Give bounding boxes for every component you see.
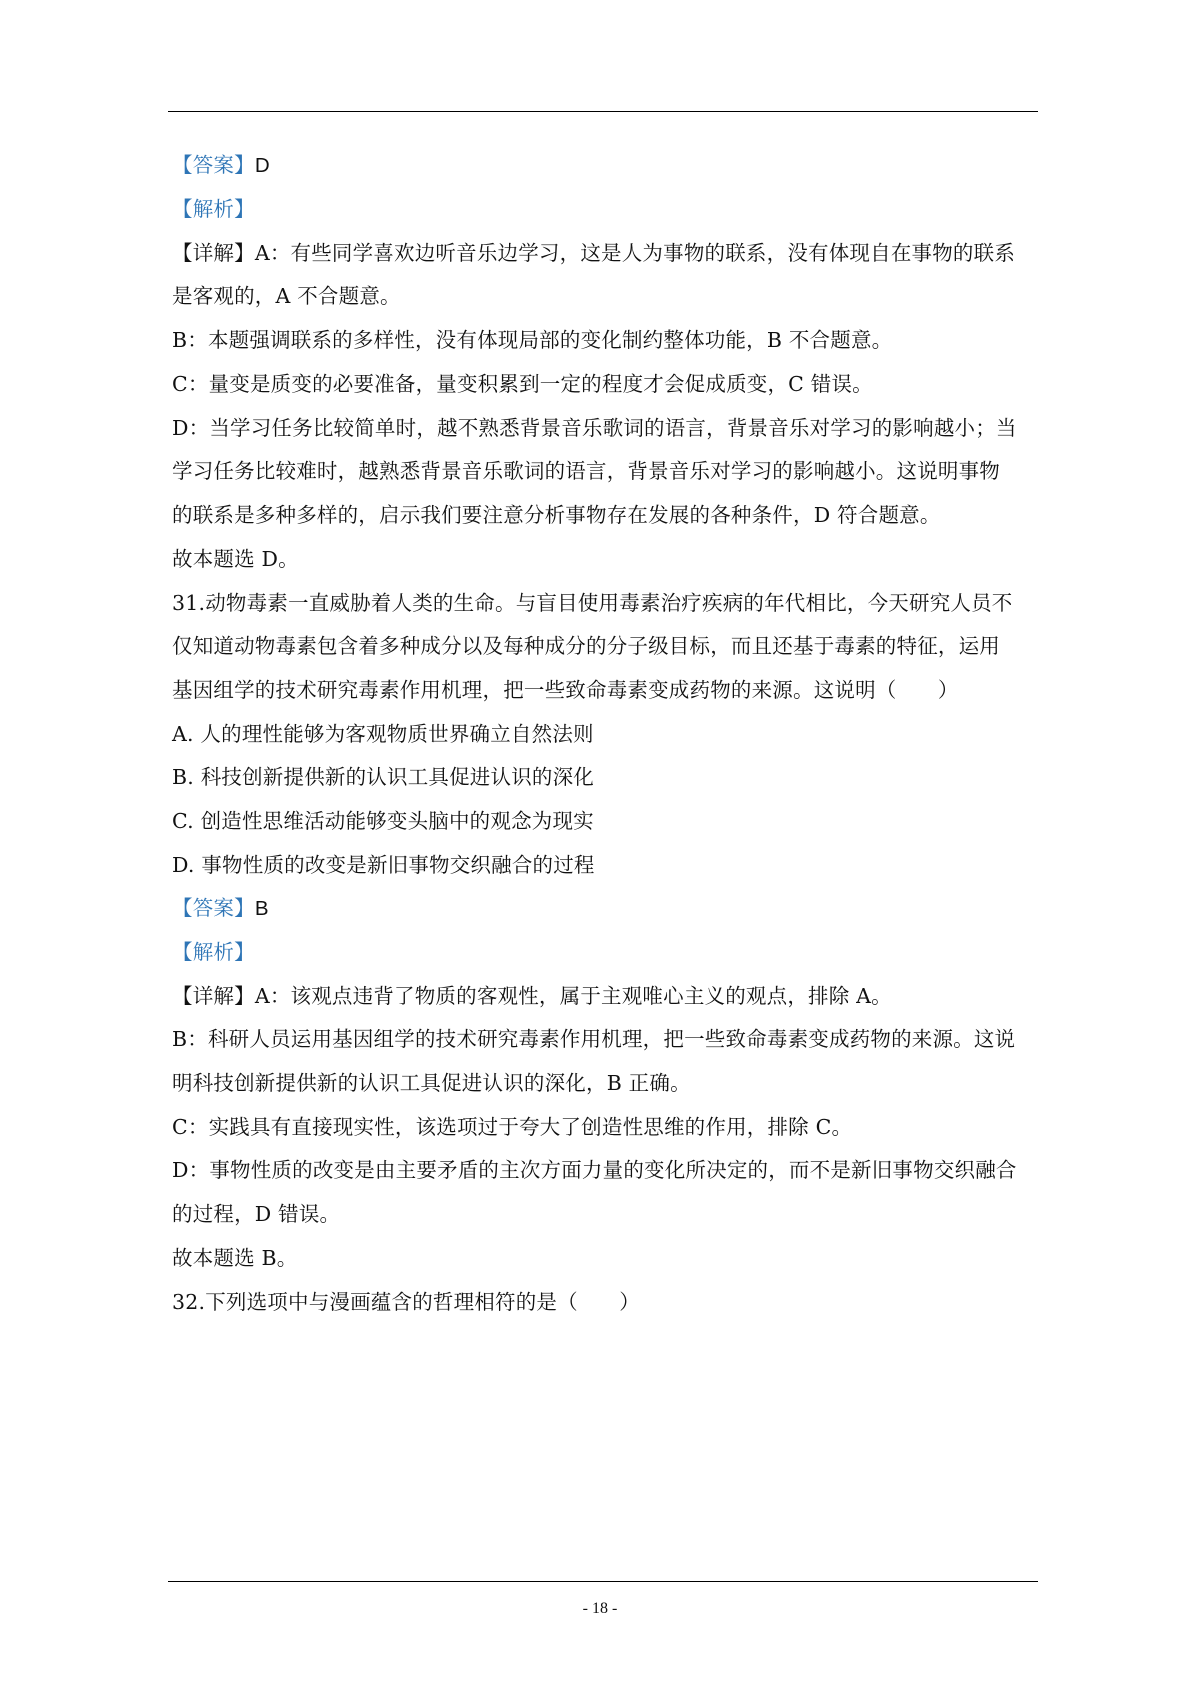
header-rule [168,111,1038,112]
line-text: D：事物性质的改变是由主要矛盾的主次方面力量的变化所决定的，而不是新旧事物交织融合 [172,1158,1017,1182]
detail-tag: 【详解】 [172,241,255,265]
line-text: B. 科技创新提供新的认识工具促进认识的深化 [172,765,594,789]
line-text: A：有些同学喜欢边听音乐边学习，这是人为事物的联系，没有体现自在事物的联系 [254,241,1016,265]
line-text: B：本题强调联系的多样性，没有体现局部的变化制约整体功能，B 不合题意。 [172,328,893,352]
section-tag: 【答案】 [172,153,255,177]
text-line [172,325,892,355]
text-line [172,1199,340,1229]
text-line [172,194,255,224]
line-text: 32.下列选项中与漫画蕴含的哲理相符的是（ ） [172,1290,640,1314]
text-line [172,500,941,530]
footer-rule [168,1581,1038,1582]
line-text: 是客观的，A 不合题意。 [172,284,401,308]
text-line [172,762,594,792]
text-line [172,150,270,181]
text-line [172,281,401,311]
text-line [172,413,1017,443]
line-text: 故本题选 B。 [172,1246,298,1270]
line-text: D. 事物性质的改变是新旧事物交织融合的过程 [172,853,595,877]
text-line [172,1155,1017,1185]
line-text: D [254,154,270,177]
section-tag: 【解析】 [172,197,255,221]
line-text: A：该观点违背了物质的客观性，属于主观唯心主义的观点，排除 A。 [254,984,892,1008]
text-line [172,850,595,880]
line-text: 学习任务比较难时，越熟悉背景音乐歌词的语言，背景音乐对学习的影响越小。这说明事物 [172,459,1000,483]
text-line [172,238,1015,268]
line-text: 故本题选 D。 [172,547,299,571]
text-line [172,1068,691,1098]
text-line [172,806,594,836]
line-text: C. 创造性思维活动能够变头脑中的观念为现实 [172,809,594,833]
page-number: - 18 - [582,1600,618,1617]
detail-tag: 【详解】 [172,984,255,1008]
line-text: 仅知道动物毒素包含着多种成分以及每种成分的分子级目标，而且还基于毒素的特征，运用 [172,634,1000,658]
text-line [172,1024,1015,1054]
text-line [172,544,299,574]
line-text: 31.动物毒素一直威胁着人类的生命。与盲目使用毒素治疗疾病的年代相比，今天研究人员不 [172,591,1013,615]
text-line [172,456,1000,486]
line-text: C：量变是质变的必要准备，量变积累到一定的程度才会促成质变，C 错误。 [172,372,873,396]
text-line [172,1287,640,1317]
line-text: 基因组学的技术研究毒素作用机理，把一些致命毒素变成药物的来源。这说明（ ） [172,678,959,702]
line-text: 明科技创新提供新的认识工具促进认识的深化，B 正确。 [172,1071,691,1095]
section-tag: 【解析】 [172,940,255,964]
text-line [172,981,892,1011]
text-line [172,1243,297,1273]
line-text: D：当学习任务比较简单时，越不熟悉背景音乐歌词的语言，背景音乐对学习的影响越小；当 [172,416,1017,440]
text-line [172,369,873,399]
line-text: B [254,897,269,920]
text-line [172,719,594,749]
text-line [172,937,255,967]
text-line [172,1112,852,1142]
line-text: A. 人的理性能够为客观物质世界确立自然法则 [172,722,594,746]
line-text: 的联系是多种多样的，启示我们要注意分析事物存在发展的各种条件，D 符合题意。 [172,503,941,527]
text-line [172,893,269,924]
line-text: 的过程，D 错误。 [172,1202,341,1226]
text-line [172,631,1000,661]
text-line [172,588,1013,618]
line-text: C：实践具有直接现实性，该选项过于夸大了创造性思维的作用，排除 C。 [172,1115,853,1139]
text-line [172,675,959,705]
line-text: B：科研人员运用基因组学的技术研究毒素作用机理，把一些致命毒素变成药物的来源。这说 [172,1027,1016,1051]
section-tag: 【答案】 [172,896,255,920]
